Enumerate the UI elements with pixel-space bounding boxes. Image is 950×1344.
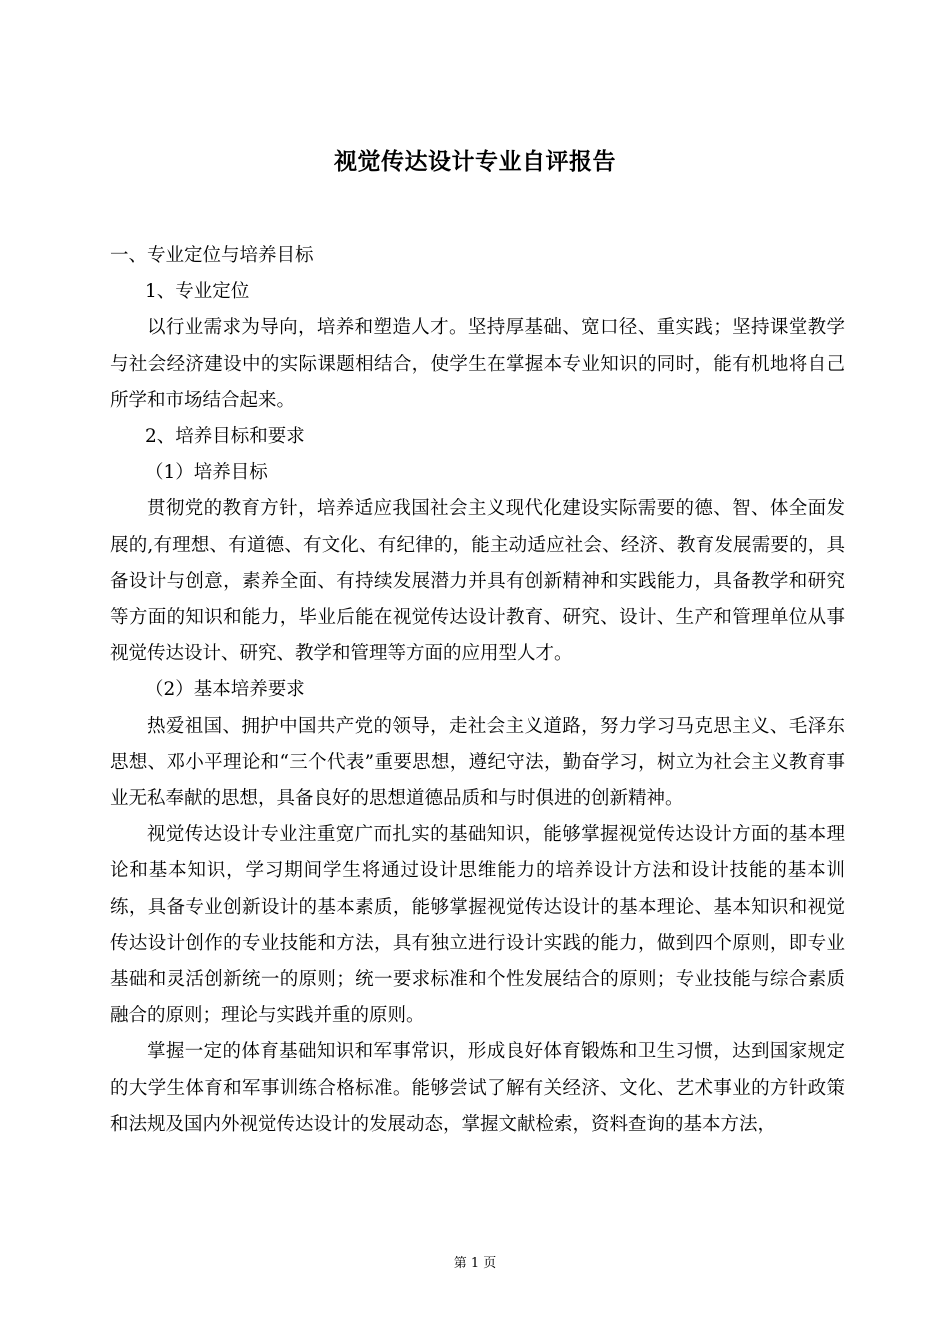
paragraph-positioning: 以行业需求为导向，培养和塑造人才。坚持厚基础、宽口径、重实践；坚持课堂教学与社会经济建设中的实际课题相结合，使学生在掌握本专业知识的同时，能有机地将自己所学和市场结合起来。 [110,317,845,411]
paragraph-requirements-2: 视觉传达设计专业注重宽广而扎实的基础知识，能够掌握视觉传达设计方面的基本理论和基本知识，学习期间学生将通过设计思维能力的培养设计方法和设计技能的基本训练，具备专业创新设计的基本素质，能够掌握视觉传达设计的基本理论、基本知识和视觉传达设计创作的专业技能和方法，具有独立进行设计实践的能力，做到四个原则，即专业基础和灵活创新统一的原则；统一要求标准和个性发展结合的原则；专业技能与综合素质融合的原则；理论与实践并重的原则。 [110,824,845,1027]
page-number: 第 1 页 [453,1256,497,1271]
paragraph-requirements-1: 热爱祖国、拥护中国共产党的领导，走社会主义道路，努力学习马克思主义、毛泽东思想、邓小平理论和“三个代表”重要思想，遵纪守法，勤奋学习，树立为社会主义教育事业无私奉献的思想，具备良好的思想道德品质和与时俱进的创新精神。 [110,715,845,810]
paragraph-goal: 贯彻党的教育方针，培养适应我国社会主义现代化建设实际需要的德、智、体全面发展的,有理想、有道德、有文化、有纪律的，能主动适应社会、经济、教育发展需要的，具备设计与创意，素养全面、有持续发展潜力并具有创新精神和实践能力，具备教学和研究等方面的知识和能力，毕业后能在视觉传达设计教育、研究、设计、生产和管理单位从事视觉传达设计、研究、教学和管理等方面的应用型人才。 [110,498,845,665]
subsection-heading-1-1: 1、专业定位 [145,281,250,303]
section-heading-1: 一、专业定位与培养目标 [110,245,314,266]
page-title: 视觉传达设计专业自评报告 [334,149,616,175]
document-body [110,238,845,1143]
subsection-heading-1-2: 2、培养目标和要求 [145,426,305,448]
paragraph-requirements-3: 掌握一定的体育基础知识和军事常识，形成良好体育锻炼和卫生习惯，达到国家规定的大学生体育和军事训练合格标准。能够尝试了解有关经济、文化、艺术事业的方针政策和法规及国内外视觉传达设计的发展动态，掌握文献检索，资料查询的基本方法， [110,1041,845,1135]
item-heading-goal: （1）培养目标 [145,462,268,484]
item-heading-requirements: （2）基本培养要求 [145,679,305,701]
